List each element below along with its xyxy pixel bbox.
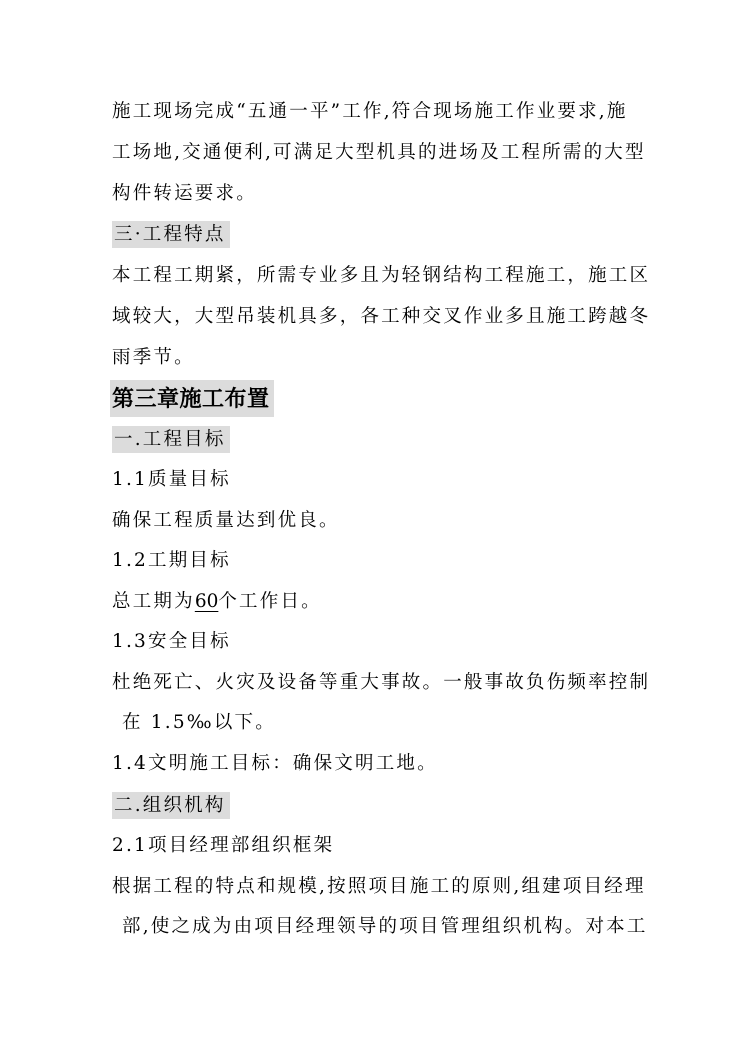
paragraph-line: 工场地,交通便利,可满足大型机具的进场及工程所需的大型 — [112, 142, 646, 163]
paragraph-line: 总工期为60个工作日。 — [112, 591, 322, 612]
paragraph-line: 杜绝死亡、火灾及设备等重大事故。一般事故负伤频率控制 — [112, 672, 651, 693]
duration-value: 60 — [194, 591, 219, 612]
section-heading: 三·工程特点 — [112, 221, 230, 248]
paragraph-line: 施工现场完成“五通一平”工作,符合现场施工作业要求,施 — [112, 101, 628, 122]
paragraph-line: 根据工程的特点和规模,按照项目施工的原则,组建项目经理 — [112, 876, 646, 897]
paragraph-line: 构件转运要求。 — [112, 183, 257, 204]
section-heading: 二.组织机构 — [112, 792, 230, 819]
paragraph-line: 域较大，大型吊装机具多，各工种交叉作业多且施工跨越冬 — [112, 306, 651, 327]
paragraph-line: 部,使之成为由项目经理领导的项目管理组织机构。对本工 — [122, 916, 648, 937]
subheading: 1.3安全目标 — [112, 631, 231, 652]
paragraph-line: 本工程工期紧，所需专业多且为轻钢结构工程施工，施工区 — [112, 265, 651, 286]
chapter-title: 第三章施工布置 — [110, 380, 274, 417]
subheading: 1.2工期目标 — [112, 550, 231, 571]
paragraph-line: 雨季节。 — [112, 347, 195, 368]
subheading: 1.4文明施工目标：确保文明工地。 — [112, 753, 438, 774]
section-heading: 一.工程目标 — [112, 426, 230, 453]
paragraph-line: 确保工程质量达到优良。 — [112, 510, 340, 531]
paragraph-line: 在 1.5‰以下。 — [122, 712, 276, 733]
subheading: 2.1项目经理部组织框架 — [112, 835, 335, 856]
subheading: 1.1质量目标 — [112, 469, 231, 490]
